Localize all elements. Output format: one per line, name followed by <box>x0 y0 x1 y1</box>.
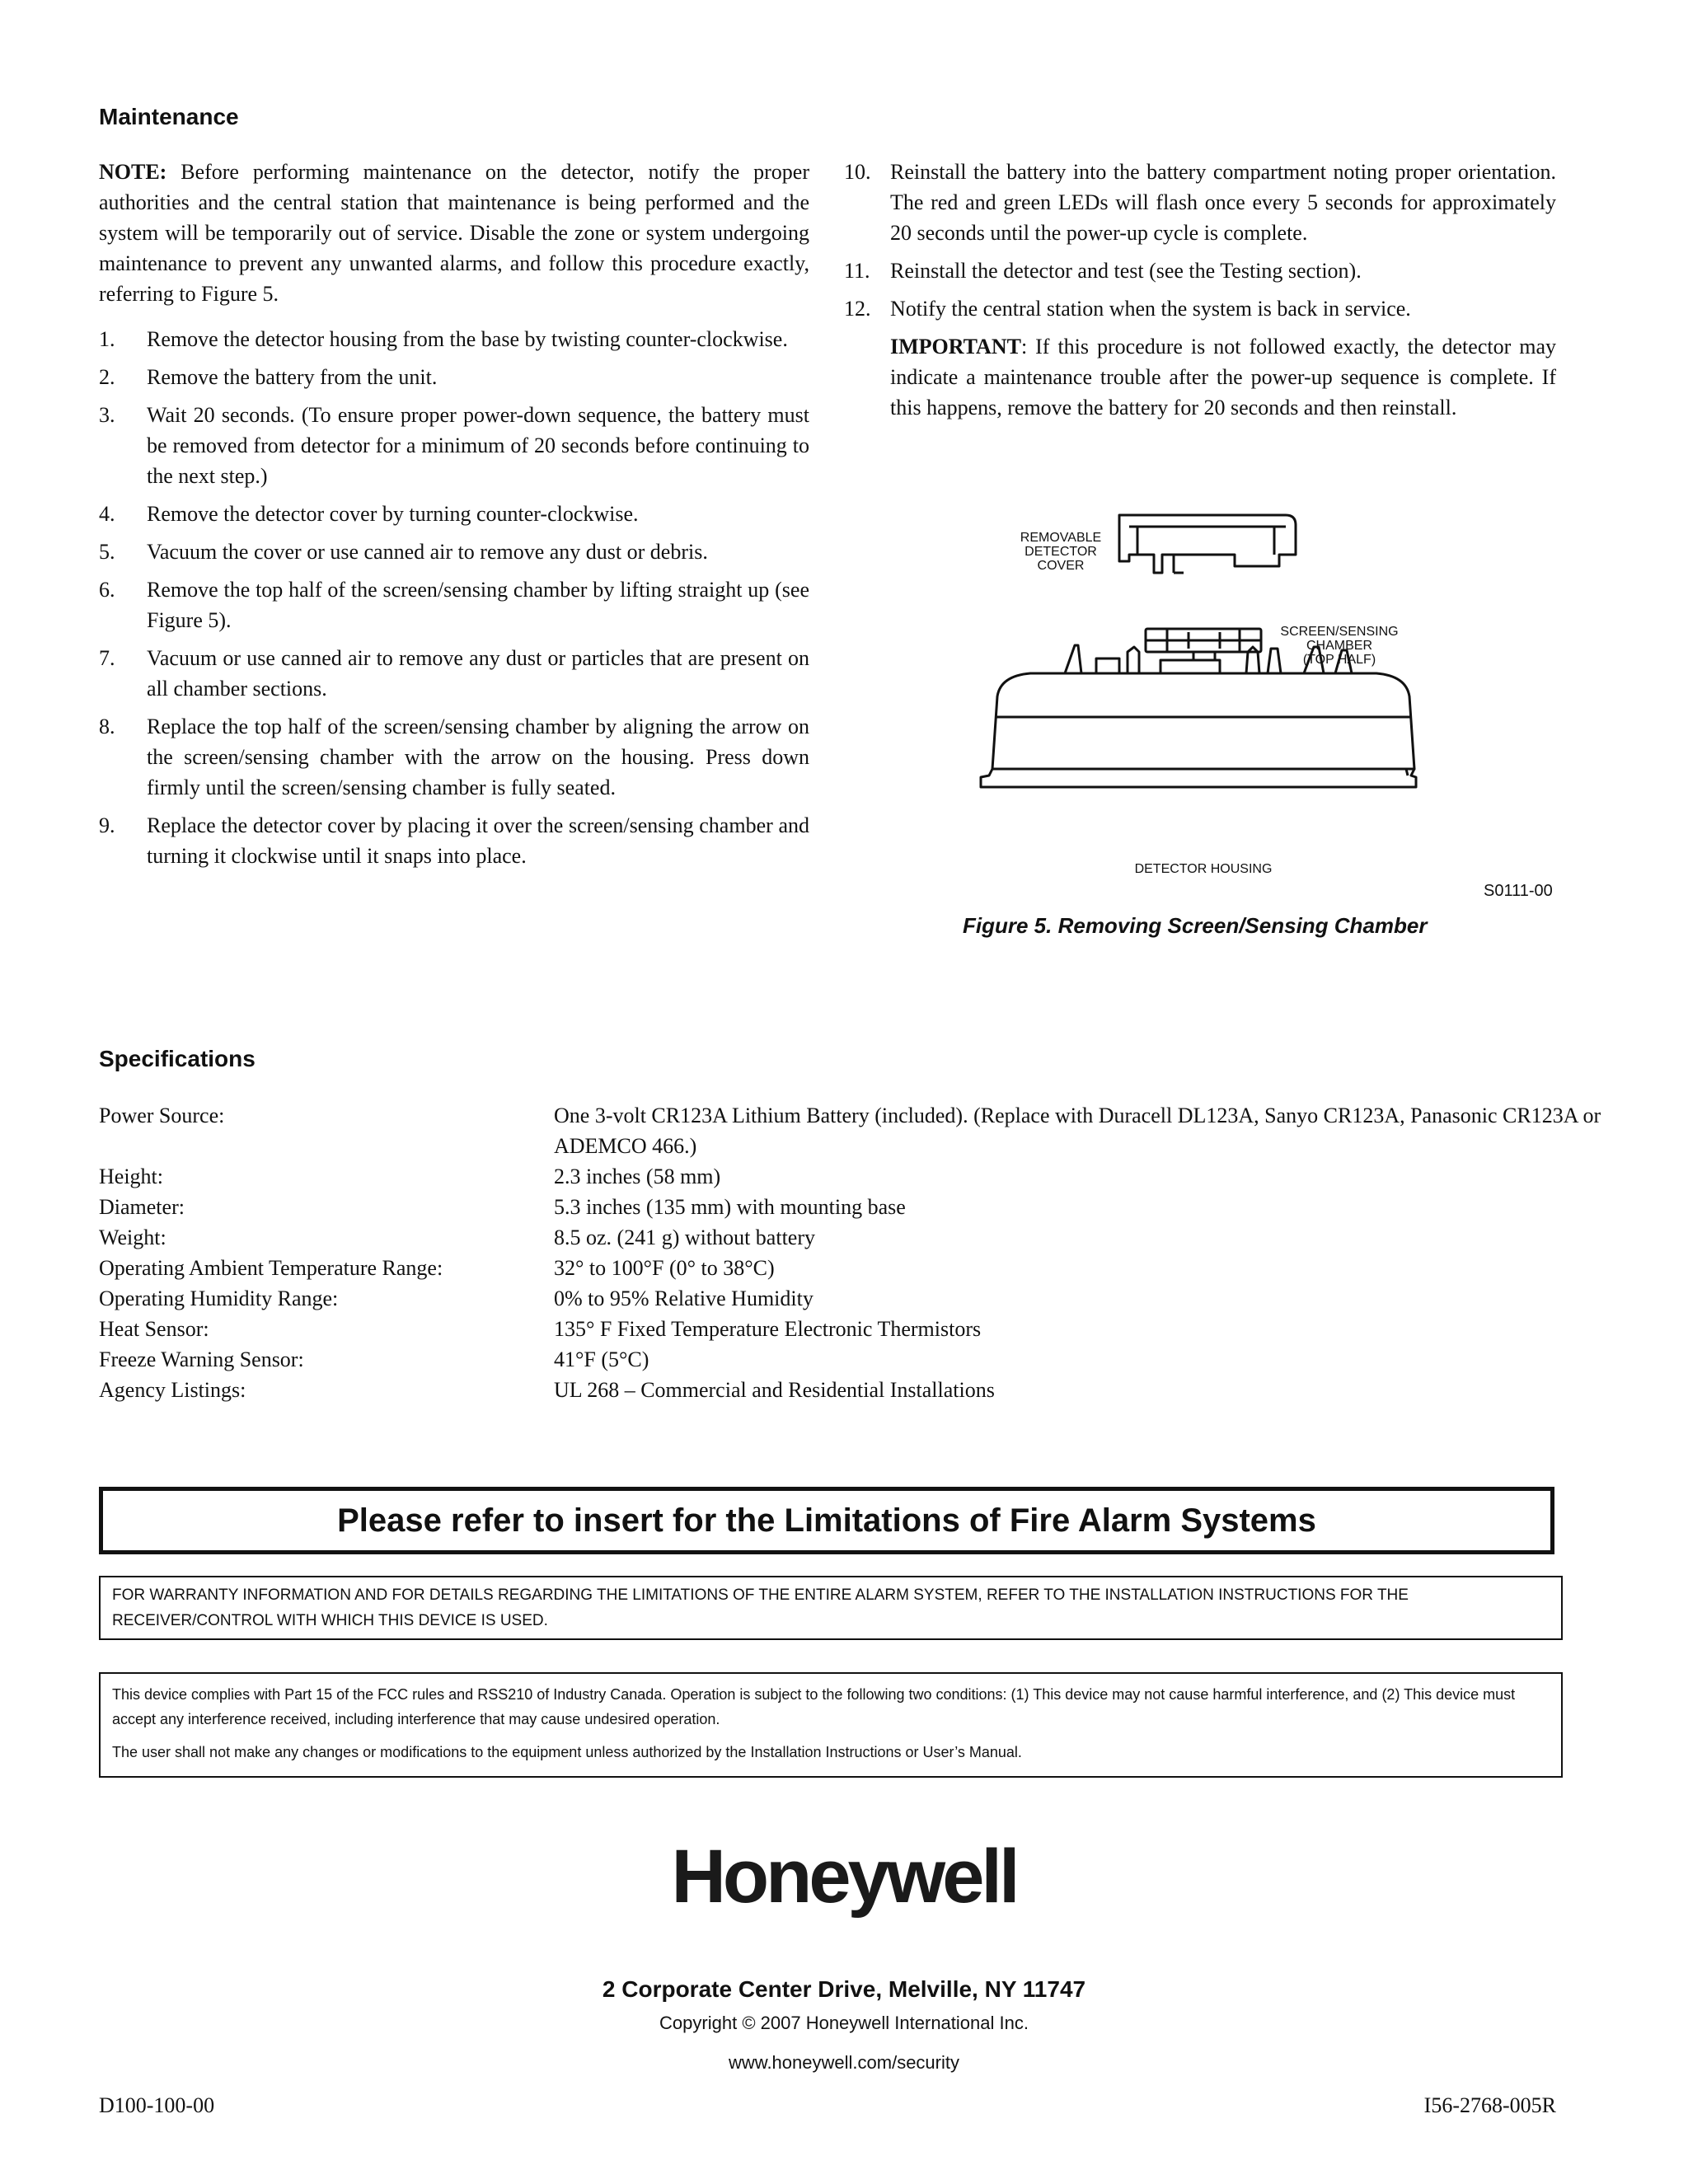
spec-value: 135° F Fixed Temperature Electronic Thermistors <box>554 1317 982 1341</box>
figure-caption: Figure 5. Removing Screen/Sensing Chamber <box>963 913 1428 938</box>
honeywell-logo: Honeywell <box>671 1835 1017 1919</box>
step-text: Wait 20 seconds. (To ensure proper power-down sequence, the battery must be removed from detector for a minimum of 20 seconds before continuing to the next step.) <box>147 403 809 488</box>
table-row <box>99 1375 1655 1405</box>
step-item <box>99 324 809 354</box>
step-item <box>99 711 809 803</box>
step-text: Notify the central station when the system is back in service. <box>890 297 1411 321</box>
maintenance-note <box>99 157 809 309</box>
spec-label: Power Source: <box>99 1104 225 1127</box>
spec-label: Operating Ambient Temperature Range: <box>99 1256 443 1280</box>
website-link[interactable]: www.honeywell.com/security <box>729 2052 959 2073</box>
spec-value: 5.3 inches (135 mm) with mounting base <box>554 1195 906 1219</box>
step-number: 2. <box>99 365 115 389</box>
step-item <box>99 643 809 704</box>
spec-label: Agency Listings: <box>99 1378 246 1402</box>
step-number: 3. <box>99 403 115 427</box>
step-number: 9. <box>99 813 115 837</box>
spec-label: Height: <box>99 1165 163 1188</box>
spec-value: 32° to 100°F (0° to 38°C) <box>554 1256 775 1280</box>
maintenance-steps-left <box>99 324 809 871</box>
housing-label: DETECTOR HOUSING <box>1134 862 1273 876</box>
maintenance-heading: Maintenance <box>99 104 239 129</box>
step-text: Remove the top half of the screen/sensing chamber by lifting straight up (see Figure 5). <box>147 578 809 632</box>
step-text: Replace the top half of the screen/sensing chamber by aligning the arrow on the screen/sensing chamber with the arrow on the housing. Press down firmly until the screen/sensing chamber is fully seated. <box>147 715 809 799</box>
note-label: NOTE: <box>99 160 167 184</box>
step-item <box>844 255 1556 286</box>
spec-value: 8.5 oz. (241 g) without battery <box>554 1226 815 1249</box>
step-text: Reinstall the detector and test (see the Testing section). <box>890 259 1362 283</box>
limitations-notice-box: Please refer to insert for the Limitations of Fire Alarm Systems <box>99 1487 1554 1554</box>
step-number: 5. <box>99 540 115 564</box>
spec-value: One 3-volt CR123A Lithium Battery (included). (Replace with Duracell DL123A, Sanyo CR123A, Panasonic CR123A or ADEMCO 466.) <box>554 1104 1601 1158</box>
step-item <box>844 293 1556 324</box>
table-row <box>99 1192 1655 1222</box>
spec-label: Heat Sensor: <box>99 1317 209 1341</box>
step-item <box>99 537 809 567</box>
spec-value: 0% to 95% Relative Humidity <box>554 1286 814 1310</box>
spec-label: Diameter: <box>99 1195 185 1219</box>
detector-housing-shape <box>992 673 1414 769</box>
company-address: 2 Corporate Center Drive, Melville, NY 11747 <box>602 1976 1086 2002</box>
step-text: Replace the detector cover by placing it over the screen/sensing chamber and turning it clockwise until it snaps into place. <box>147 813 809 868</box>
step-text: Vacuum the cover or use canned air to remove any dust or debris. <box>147 540 708 564</box>
important-note <box>890 331 1556 423</box>
spec-label: Weight: <box>99 1226 166 1249</box>
specifications-table <box>99 1100 1655 1405</box>
step-text: Vacuum or use canned air to remove any dust or particles that are present on all chamber sections. <box>147 646 809 701</box>
step-text: Remove the detector housing from the base by twisting counter-clockwise. <box>147 327 788 351</box>
table-row <box>99 1161 1655 1192</box>
cover-label: REMOVABLE DETECTOR COVER <box>1020 531 1102 573</box>
step-item <box>99 362 809 392</box>
step-number: 4. <box>99 502 115 526</box>
step-item <box>99 499 809 529</box>
maintenance-left-column <box>99 157 809 879</box>
step-number: 10. <box>844 160 871 184</box>
spec-label: Operating Humidity Range: <box>99 1286 339 1310</box>
fcc-modification-text: The user shall not make any changes or modifications to the equipment unless authorized by the Installation Instructions or User’s Manual. <box>112 1744 1022 1760</box>
step-text: Remove the battery from the unit. <box>147 365 438 389</box>
maintenance-steps-right <box>844 157 1556 324</box>
maintenance-right-column <box>844 157 1556 423</box>
table-row <box>99 1253 1655 1283</box>
step-item <box>99 400 809 491</box>
detector-cover-shape <box>1119 515 1296 573</box>
step-number: 7. <box>99 646 115 670</box>
spec-value: UL 268 – Commercial and Residential Installations <box>554 1378 995 1402</box>
table-row <box>99 1222 1655 1253</box>
fcc-notice <box>99 1672 1563 1778</box>
document-number-right: I56-2768-005R <box>1423 2093 1556 2117</box>
step-text: Reinstall the battery into the battery compartment noting proper orientation. The red and green LEDs will flash once every 5 seconds for approximately 20 seconds until the power-up cycle is complete. <box>890 160 1556 245</box>
spec-value: 41°F (5°C) <box>554 1347 649 1371</box>
step-number: 12. <box>844 297 871 321</box>
table-row <box>99 1283 1655 1314</box>
note-text: Before performing maintenance on the detector, notify the proper authorities and the central station that maintenance is being performed and the system will be temporarily out of service. Disable the zone or system undergoing maintenance to prevent any unwanted alarms, and follow this procedure exactly, referring to Figure 5. <box>99 160 809 306</box>
specifications-heading: Specifications <box>99 1046 256 1071</box>
spec-label: Freeze Warning Sensor: <box>99 1347 304 1371</box>
fcc-compliance-text: This device complies with Part 15 of the FCC rules and RSS210 of Industry Canada. Operation is subject to the following two conditions: (1) This device may not cause harmful interference, and (2) This device must accept any interference received, including interference that may cause undesired operation. <box>112 1686 1516 1727</box>
important-text: : If this procedure is not followed exactly, the detector may indicate a maintenance trouble after the power-up sequence is complete. If this happens, remove the battery for 20 seconds and then reinstall. <box>890 335 1556 419</box>
chamber-label: SCREEN/SENSING CHAMBER (TOP HALF) <box>1280 625 1399 667</box>
table-row <box>99 1344 1655 1375</box>
important-label: IMPORTANT <box>890 335 1021 359</box>
step-number: 8. <box>99 715 115 738</box>
step-item <box>99 810 809 871</box>
figure-5-diagram <box>973 507 1566 952</box>
table-row <box>99 1100 1655 1161</box>
step-item <box>99 574 809 635</box>
table-row <box>99 1314 1655 1344</box>
step-item <box>844 157 1556 248</box>
step-number: 11. <box>844 259 870 283</box>
step-text: Remove the detector cover by turning counter-clockwise. <box>147 502 639 526</box>
document-number-left: D100-100-00 <box>99 2093 215 2117</box>
spec-value: 2.3 inches (58 mm) <box>554 1165 721 1188</box>
warranty-notice: FOR WARRANTY INFORMATION AND FOR DETAILS REGARDING THE LIMITATIONS OF THE ENTIRE ALARM SYSTEM, REFER TO THE INSTALLATION INSTRUCTIONS FOR THE RECEIVER/CONTROL WITH WHICH THIS DEVICE IS USED. <box>99 1576 1563 1640</box>
step-number: 6. <box>99 578 115 602</box>
step-number: 1. <box>99 327 115 351</box>
figure-id: S0111-00 <box>1484 882 1553 900</box>
copyright-text: Copyright © 2007 Honeywell International Inc. <box>659 2013 1029 2033</box>
